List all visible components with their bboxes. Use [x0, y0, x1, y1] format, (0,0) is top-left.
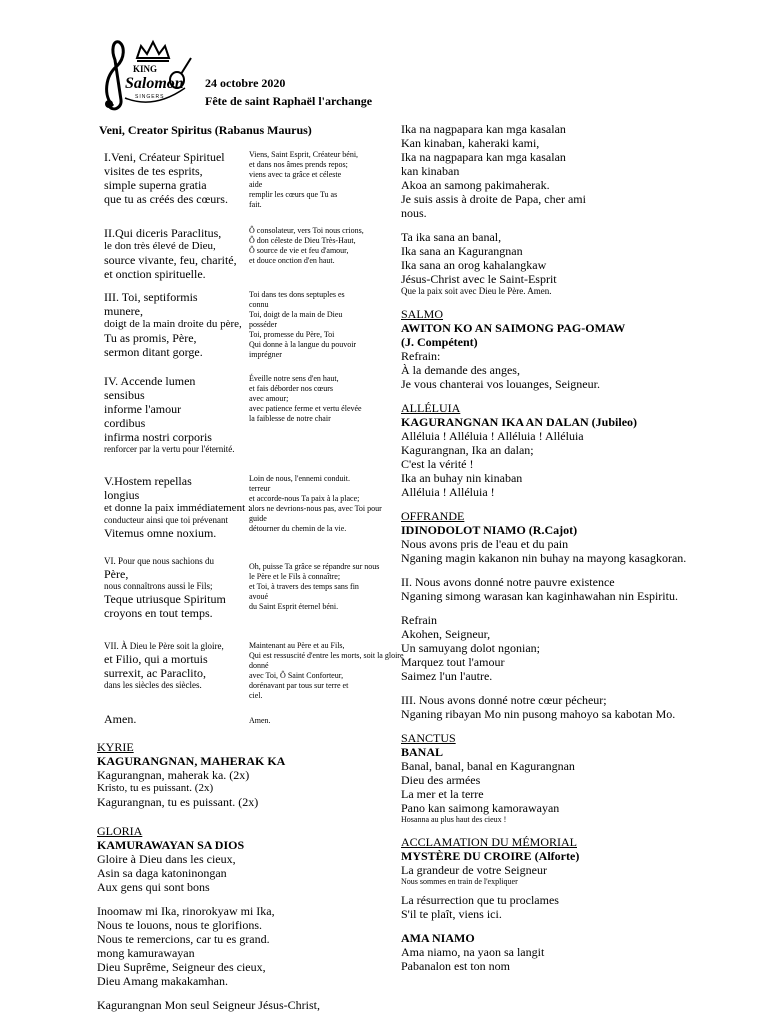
- stanza-latin: [104, 474, 251, 540]
- text-line: Dieu des armées: [401, 773, 481, 787]
- stanza-line: conducteur ainsi que toi prévenant: [104, 515, 228, 525]
- gloria-line: Gloire à Dieu dans les cieux,: [97, 852, 236, 866]
- text-line: III. Nous avons donné notre cœur pécheur;: [401, 693, 607, 707]
- stanza-line: nous connaîtrons aussi le Fils;: [104, 581, 213, 591]
- text-line: Ika an buhay nin kinaban: [401, 471, 523, 485]
- stanza-line: alors ne devrions-nous pas, avec Toi pour: [249, 504, 382, 513]
- section-title: KAMURAWAYAN SA DIOS: [97, 838, 245, 852]
- section-title: BANAL: [401, 745, 444, 759]
- text-line: Refrain:: [401, 349, 441, 363]
- stanza-latin: [104, 290, 244, 359]
- stanza-line: Ô don céleste de Dieu Très-Haut,: [249, 236, 356, 245]
- section-title: IDINODOLOT NIAMO (R.Cajot): [401, 523, 578, 537]
- text-line: Ta ika sana an banal,: [401, 230, 502, 244]
- gloria-line: Aux gens qui sont bons: [97, 880, 210, 894]
- stanza-line: visites de tes esprits,: [104, 164, 203, 178]
- right-block: [401, 835, 741, 921]
- stanza-line: et Filio, qui a mortuis: [104, 652, 208, 666]
- stanza-line: viens avec ta grâce et céleste: [249, 170, 342, 179]
- text-line: II. Nous avons donné notre pauvre existence: [401, 575, 615, 589]
- right-block: [401, 509, 741, 721]
- stanza-line: la faiblesse de notre chair: [249, 414, 331, 423]
- spacer: [401, 683, 741, 693]
- stanza-line: sermon ditant gorge.: [104, 345, 203, 359]
- stanza-line: Ô consolateur, vers Toi nous crions,: [249, 226, 364, 235]
- text-line: Nganing ribayan Mo nin pusong mahoyo sa kabotan Mo.: [401, 707, 676, 721]
- stanza-latin: [104, 556, 244, 620]
- section-heading: KYRIE: [97, 740, 134, 754]
- stanza-latin: [104, 641, 244, 691]
- stanza-line: Maintenant au Père et au Fils,: [249, 641, 345, 650]
- kyrie-line: Kagurangnan, maherak ka. (2x): [97, 768, 250, 782]
- section-heading: ACCLAMATION DU MÉMORIAL: [401, 835, 577, 849]
- spacer: [97, 894, 387, 904]
- kyrie-section: [97, 740, 387, 809]
- mass-date: 24 octobre 2020: [205, 76, 286, 90]
- stanza-line: I.Veni, Créateur Spirituel: [104, 150, 225, 164]
- text-line: S'il te plaît, viens ici.: [401, 907, 502, 921]
- page-header: [95, 36, 415, 116]
- text-line: Refrain: [401, 613, 437, 627]
- text-line: La résurrection que tu proclames: [401, 893, 559, 907]
- kyrie-line: Kagurangnan, tu es puissant. (2x): [97, 795, 259, 809]
- stanza-line: et fais déborder nos cœurs: [249, 384, 333, 393]
- gloria-line: Dieu Suprême, Seigneur des cieux,: [97, 960, 266, 974]
- section-title: AMA NIAMO: [401, 931, 475, 945]
- stanza-line: et dans nos âmes prends repos;: [249, 160, 348, 169]
- amen-french: Amen.: [249, 716, 271, 725]
- gloria-line: Nous te remercions, car tu es grand.: [97, 932, 270, 946]
- stanza-line: et accorde-nous Ta paix à la place;: [249, 494, 360, 503]
- text-line: La mer et la terre: [401, 787, 484, 801]
- text-line: Ika sana an orog kahalangkaw: [401, 258, 547, 272]
- stanza-french: [249, 150, 384, 210]
- text-line: nous.: [401, 206, 427, 220]
- stanza-line: VI. Pour que nous sachions du: [104, 556, 214, 566]
- stanza-line: croyons en tout temps.: [104, 606, 213, 620]
- stanza-line: dorénavant par tous sur terre et: [249, 681, 349, 690]
- stanza-french: [249, 374, 384, 424]
- right-block: [401, 931, 741, 973]
- stanza-line: V.Hostem repellas: [104, 474, 192, 488]
- section-heading: OFFRANDE: [401, 509, 465, 523]
- text-line: Hosanna au plus haut des cieux !: [401, 815, 507, 824]
- section-title: KAGURANGNAN, MAHERAK KA: [97, 754, 286, 768]
- stanza-line: avoué: [249, 592, 269, 601]
- stanza-line: aide: [249, 180, 263, 189]
- stanza-line: simple superna gratia: [104, 178, 207, 192]
- stanza-line: Vitemus omne noxium.: [104, 526, 217, 540]
- section-heading: SALMO: [401, 307, 444, 321]
- stanza-line: informe l'amour: [104, 402, 182, 416]
- feast-title: Fête de saint Raphaël l'archange: [205, 94, 373, 108]
- text-line: Ika sana an Kagurangnan: [401, 244, 523, 258]
- stanza-french: [249, 474, 384, 534]
- text-line: Pabanalon est ton nom: [401, 959, 510, 973]
- text-line: Marquez tout l'amour: [401, 655, 505, 669]
- right-block: [401, 731, 741, 825]
- text-line: Nous sommes en train de l'expliquer: [401, 877, 518, 886]
- svg-text:Salomon: Salomon: [125, 75, 184, 92]
- text-line: Jésus-Christ avec le Saint-Esprit: [401, 272, 557, 286]
- stanza-line: Éveille notre sens d'en haut,: [249, 374, 339, 383]
- text-line: Kan kinaban, kaheraki kami,: [401, 136, 540, 150]
- text-line: Akoa an samong pakimaherak.: [401, 178, 550, 192]
- text-line: kan kinaban: [401, 164, 460, 178]
- section-title: MYSTÈRE DU CROIRE (Alforte): [401, 849, 580, 863]
- text-line: Un samuyang dolot ngonian;: [401, 641, 540, 655]
- right-column: [401, 122, 741, 973]
- text-line: La grandeur de votre Seigneur: [401, 863, 547, 877]
- amen-latin: Amen.: [104, 712, 137, 726]
- stanza-line: II.Qui diceris Paraclitus,: [104, 226, 222, 240]
- spacer: [401, 603, 741, 613]
- stanza-line: avec patience ferme et vertu élevée: [249, 404, 362, 413]
- gloria-line: mong kamurawayan: [97, 946, 195, 960]
- stanza-line: Ô source de vie et feu d'amour,: [249, 246, 349, 255]
- stanza-line: avec Toi, Ô Saint Conforteur,: [249, 671, 344, 680]
- stanza-line: dans les siècles des siècles.: [104, 680, 202, 690]
- stanza-line: sensibus: [104, 388, 145, 402]
- stanza-latin: [104, 150, 244, 206]
- text-line: Nganing magin kakanon nin buhay na mayong kasagkoran.: [401, 551, 687, 565]
- stanza-line: doigt de la main droite du père,: [104, 318, 242, 330]
- stanza-line: et Toi, à travers des temps sans fin: [249, 582, 359, 591]
- stanza-line: source vivante, feu, charité,: [104, 253, 237, 267]
- stanza-line: Qui est ressuscité d'entre les morts, soit la gloire: [249, 651, 404, 660]
- stanza-line: imprégner: [249, 350, 282, 359]
- stanza-line: infirma nostri corporis: [104, 430, 212, 444]
- stanza-line: Toi, promesse du Père, Toi: [249, 330, 335, 339]
- text-line: Akohen, Seigneur,: [401, 627, 491, 641]
- text-line: C'est la vérité !: [401, 457, 474, 471]
- stanza-line: et donne la paix immédiatement :: [104, 502, 251, 514]
- stanza-line: connu: [249, 300, 269, 309]
- text-line: Alléluia ! Alléluia ! Alléluia ! Alléluia: [401, 429, 584, 443]
- stanza-latin: [104, 374, 244, 455]
- stanza-line: cordibus: [104, 416, 146, 430]
- gloria-section: [97, 824, 387, 1012]
- stanza-french: [249, 290, 384, 360]
- right-block: [401, 307, 741, 391]
- svg-text:KING: KING: [133, 64, 158, 74]
- stanza-latin: [104, 226, 244, 281]
- text-line: Que la paix soit avec Dieu le Père. Amen.: [401, 286, 552, 296]
- text-line: Saimez l'un l'autre.: [401, 669, 493, 683]
- stanza-line: Loin de nous, l'ennemi conduit.: [249, 474, 350, 483]
- stanza-line: avec amour;: [249, 394, 289, 403]
- stanza-line: que tu as créés des cœurs.: [104, 192, 228, 206]
- kyrie-line: Kristo, tu es puissant. (2x): [97, 782, 214, 794]
- section-heading: ALLÉLUIA: [401, 401, 461, 415]
- right-block: [401, 122, 741, 220]
- spacer: [401, 565, 741, 575]
- stanza-line: le don très élevé de Dieu,: [104, 240, 216, 252]
- stanza-line: surrexit, ac Paraclito,: [104, 666, 206, 680]
- section-heading: GLORIA: [97, 824, 143, 838]
- stanza-line: III. Toi, septiformis: [104, 290, 198, 304]
- hymn-title: Veni, Creator Spiritus (Rabanus Maurus): [99, 123, 312, 137]
- stanza-line: le Père et le Fils à connaître;: [249, 572, 341, 581]
- right-block: [401, 230, 741, 297]
- stanza-line: guide: [249, 514, 267, 523]
- text-line: Je suis assis à droite de Papa, cher ami: [401, 192, 586, 206]
- stanza-line: IV. Accende lumen: [104, 374, 196, 388]
- stanza-line: Oh, puisse Ta grâce se répandre sur nous: [249, 562, 380, 571]
- stanza-french: [249, 226, 384, 266]
- text-line: Nganing simong warasan kan kaginhawahan nin Espiritu.: [401, 589, 678, 603]
- text-line: Ama niamo, na yaon sa langit: [401, 945, 545, 959]
- stanza-line: détourner du chemin de la vie.: [249, 524, 347, 533]
- text-line: À la demande des anges,: [401, 363, 520, 377]
- gloria-line: Asin sa daga katoninongan: [97, 866, 227, 880]
- text-line: Alléluia ! Alléluia !: [401, 485, 495, 499]
- stanza-line: Viens, Saint Esprit, Créateur béni,: [249, 150, 359, 159]
- section-title: AWITON KO AN SAIMONG PAG-OMAW: [401, 321, 626, 335]
- stanza-line: et douce onction d'en haut.: [249, 256, 335, 265]
- text-line: Kagurangnan, Ika an dalan;: [401, 443, 534, 457]
- section-title: KAGURANGNAN IKA AN DALAN (Jubileo): [401, 415, 638, 429]
- stanza-french: [249, 641, 404, 701]
- stanza-line: Teque utriusque Spiritum: [104, 592, 226, 606]
- stanza-line: Toi dans tes dons septuples es: [249, 290, 345, 299]
- text-line: Ika na nagpapara kan mga kasalan: [401, 122, 566, 136]
- spacer: [97, 988, 387, 998]
- king-salomon-logo: [95, 36, 195, 116]
- gloria-line: Kagurangnan Mon seul Seigneur Jésus-Christ,: [97, 998, 320, 1012]
- stanza-line: Tu as promis, Père,: [104, 331, 197, 345]
- stanza-line: donné: [249, 661, 269, 670]
- stanza-line: longius: [104, 488, 140, 502]
- stanza-french: [249, 562, 384, 612]
- text-line: Je vous chanterai vos louanges, Seigneur.: [401, 377, 600, 391]
- stanza-line: VII. À Dieu le Père soit la gloire,: [104, 641, 224, 651]
- date-block: [205, 74, 372, 110]
- section-heading: SANCTUS: [401, 731, 456, 745]
- gloria-line: Inoomaw mi Ika, rinorokyaw mi Ika,: [97, 904, 275, 918]
- stanza-line: fait.: [249, 200, 262, 209]
- stanza-line: et onction spirituelle.: [104, 267, 206, 281]
- stanza-line: Toi, doigt de la main de Dieu: [249, 310, 343, 319]
- stanza-line: Qui donne à la langue du pouvoir: [249, 340, 357, 349]
- stanza-line: Père,: [104, 567, 129, 581]
- gloria-line: Dieu Amang makakamhan.: [97, 974, 228, 988]
- text-line: Nous avons pris de l'eau et du pain: [401, 537, 569, 551]
- text-line: Banal, banal, banal en Kagurangnan: [401, 759, 575, 773]
- stanza-line: munere,: [104, 304, 143, 318]
- text-line: Pano kan saimong kamorawayan: [401, 801, 560, 815]
- stanza-line: remplir les cœurs que Tu as: [249, 190, 338, 199]
- stanza-line: posséder: [249, 320, 277, 329]
- gloria-line: Nous te louons, nous te glorifions.: [97, 918, 262, 932]
- stanza-line: ciel.: [249, 691, 263, 700]
- stanza-line: terreur: [249, 484, 271, 493]
- stanza-line: renforcer par la vertu pour l'éternité.: [104, 444, 235, 454]
- section-subtitle: (J. Compétent): [401, 335, 478, 349]
- right-block: [401, 401, 741, 499]
- svg-text:SINGERS: SINGERS: [135, 94, 165, 100]
- text-line: Ika na nagpapara kan mga kasalan: [401, 150, 566, 164]
- stanza-line: du Saint Esprit éternel béni.: [249, 602, 339, 611]
